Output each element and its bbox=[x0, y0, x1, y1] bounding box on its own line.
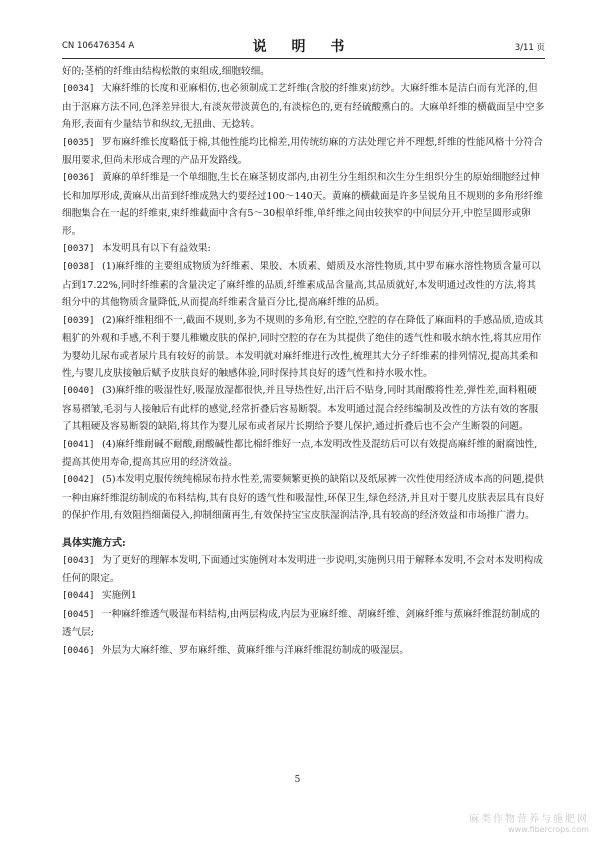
paragraph-0043 bbox=[62, 552, 545, 588]
paragraph-number: [0036] bbox=[62, 173, 95, 184]
page-indicator: 3/11 页 bbox=[514, 43, 545, 53]
paragraph bbox=[62, 63, 545, 80]
paragraph-text: (4)麻纤维耐碱不耐酸,耐酸碱性都比棉纤维好一点,本发明改性及混纺后可以有效提高麻纤维的耐腐蚀性,提高其使用寿命,提高其应用的经济效益。 bbox=[62, 438, 538, 468]
section-heading: 具体实施方式: bbox=[62, 537, 126, 549]
watermark-title: 麻类作物营养与施肥网 bbox=[469, 814, 589, 825]
paragraph-text: 好的;茎梢的纤维由结构松散的束组成,细胞较细。 bbox=[62, 66, 270, 77]
paragraph-text: 罗布麻纤维长度略低于棉,其他性能均比棉差,用传统纺麻的方法处理它并不理想,纤维的性能风格十分符合服用要求,但尚未形成合理的产品开发路线。 bbox=[62, 136, 543, 167]
paragraph-number: [0041] bbox=[62, 439, 95, 450]
paragraph-0046 bbox=[62, 642, 545, 660]
paragraph-text: 黄麻的单纤维是一个单细胞,生长在麻茎韧皮部内,由初生分生组织和次生分生组织分生的原始细胞经过伸长和加厚形成,黄麻从出苗到纤维成熟大约要经过100～140天。黄麻的横截面是许多呈锐角且不规则的多角形纤维细胞集合在一起的纤维束,束纤维截面中含有5～30根单纤维,单纤维之间由较狭窄的中间层分开,中腔呈圆形或卵形。 bbox=[62, 172, 543, 237]
paragraph-number: [0034] bbox=[62, 84, 95, 95]
document-title: 说 明 书 bbox=[252, 39, 355, 55]
paragraph-text: 一种麻纤维透气吸湿布料结构,由两层构成,内层为亚麻纤维、胡麻纤维、剑麻纤维与蕉麻纤维混纺制成的透气层; bbox=[62, 608, 540, 639]
paragraph-number: [0042] bbox=[62, 475, 95, 486]
paragraph-number: [0037] bbox=[62, 244, 95, 255]
paragraph-0037 bbox=[62, 240, 545, 258]
paragraph-0035 bbox=[62, 134, 545, 170]
paragraph-number: [0035] bbox=[62, 137, 95, 148]
paragraph-text: 外层为大麻纤维、罗布麻纤维、黄麻纤维与洋麻纤维混纺制成的吸湿层。 bbox=[102, 644, 409, 656]
watermark bbox=[469, 810, 589, 834]
paragraph-text: (3)麻纤维的吸湿性好,吸湿放湿都很快,并且导热性好,出汗后不贴身,同时其耐酸将性差,弹性差,面料粗硬容易褶皱,毛羽与人接触后有此样的感觉,经常折叠后容易断裂。本发明通过混合经纬编制及改性的方法有效的客服了其粗硬及容易断裂的缺陷,将其作为婴儿尿布或者尿片长期给予婴儿保护,通过折叠后也不会产生断裂的问题。 bbox=[62, 385, 539, 433]
paragraph-number: [0044] bbox=[62, 591, 95, 602]
page-header bbox=[62, 36, 545, 56]
paragraph-0041 bbox=[62, 436, 545, 472]
header-rule bbox=[62, 58, 545, 59]
paragraph-number: [0045] bbox=[62, 609, 95, 620]
paragraph-0034 bbox=[62, 80, 545, 133]
paragraph-text: 为了更好的理解本发明,下面通过实施例对本发明进一步说明,实施例只用于解释本发明,不会对本发明构成任何的限定。 bbox=[62, 554, 543, 584]
paragraph-0042 bbox=[62, 471, 545, 524]
paragraph-0045 bbox=[62, 606, 545, 642]
paragraph-0036 bbox=[62, 169, 545, 240]
paragraph-0038 bbox=[62, 258, 545, 311]
paragraph-text: (1)麻纤维的主要组成物质为纤维素、果胶、木质素、蜡质及水溶性物质,其中罗布麻水溶性物质含量可以占到17.22%,同时纤维素的含量决定了麻纤维的品质,纤维素成品含量高,其品质就好,本发明通过改性的方法,将其组分中的其他物质含量降低,从而提高纤维素含量百分比,提高麻纤维的品质。 bbox=[62, 261, 541, 309]
paragraph-number: [0039] bbox=[62, 315, 95, 326]
paragraph-number: [0038] bbox=[62, 262, 95, 273]
paragraph-number: [0043] bbox=[62, 555, 95, 566]
paragraph-text: (5)本发明克服传统纯棉尿布持水性差,需要频繁更换的缺陷以及纸尿裤一次性使用经济成本高的问题,提供一种由麻纤维混纺制成的布料结构,其有良好的透气性和吸湿性,环保卫生,绿色经济,并且对于婴儿皮肤表层具有良好的保护作用,有效阻挡细菌侵入,抑制细菌再生,有效保持宝宝皮肤湿润洁净,具有较高的经济效益和市场推广潜力。 bbox=[62, 474, 545, 522]
paragraph-number: [0046] bbox=[62, 645, 95, 656]
paragraph-0044 bbox=[62, 587, 545, 605]
paragraph-0039 bbox=[62, 312, 545, 383]
publication-number: CN 106476354 A bbox=[62, 41, 135, 51]
paragraph-text: 实施例1 bbox=[102, 590, 137, 602]
paragraph-number: [0040] bbox=[62, 386, 95, 397]
page-number: 5 bbox=[294, 775, 301, 785]
paragraph-text: (2)麻纤维粗细不一,截面不规则,多为不规则的多角形,有空腔,空腔的存在降低了麻面料的手感品质,造成其粗犷的外观和手感,不利于婴儿稚嫩皮肤的保护,同时空腔的存在为其提供了绝佳的透气性和吸水纳水性,将其应用作为婴幼儿尿布或者尿片具有较好的前景。本发明就对麻纤维进行改性,梳理其大分子纤维素的排列情况,提高其柔和性,与婴儿皮肤接触后赋予皮肤良好的触感体验,同时保持其良好的透气性和持水吸水性。 bbox=[62, 314, 544, 379]
paragraph-text: 本发明具有以下有益效果: bbox=[102, 243, 211, 255]
paragraph-text: 大麻纤维的长度和亚麻相仿,也必须制成工艺纤维(含胶的纤维束)纺纱。大麻纤维本是洁白而有光泽的,但由于沤麻方法不同,色泽差异很大,有淡灰带淡黄色的,有淡棕色的,更有经硫酸熏白的。大麻单纤维的横截面呈中空多角形,表面有少量结节和纵纹,无扭曲、无捻转。 bbox=[62, 83, 545, 131]
watermark-url: www.fibercrops.com bbox=[508, 825, 589, 834]
document-body bbox=[62, 63, 545, 660]
paragraph-0040 bbox=[62, 382, 545, 435]
